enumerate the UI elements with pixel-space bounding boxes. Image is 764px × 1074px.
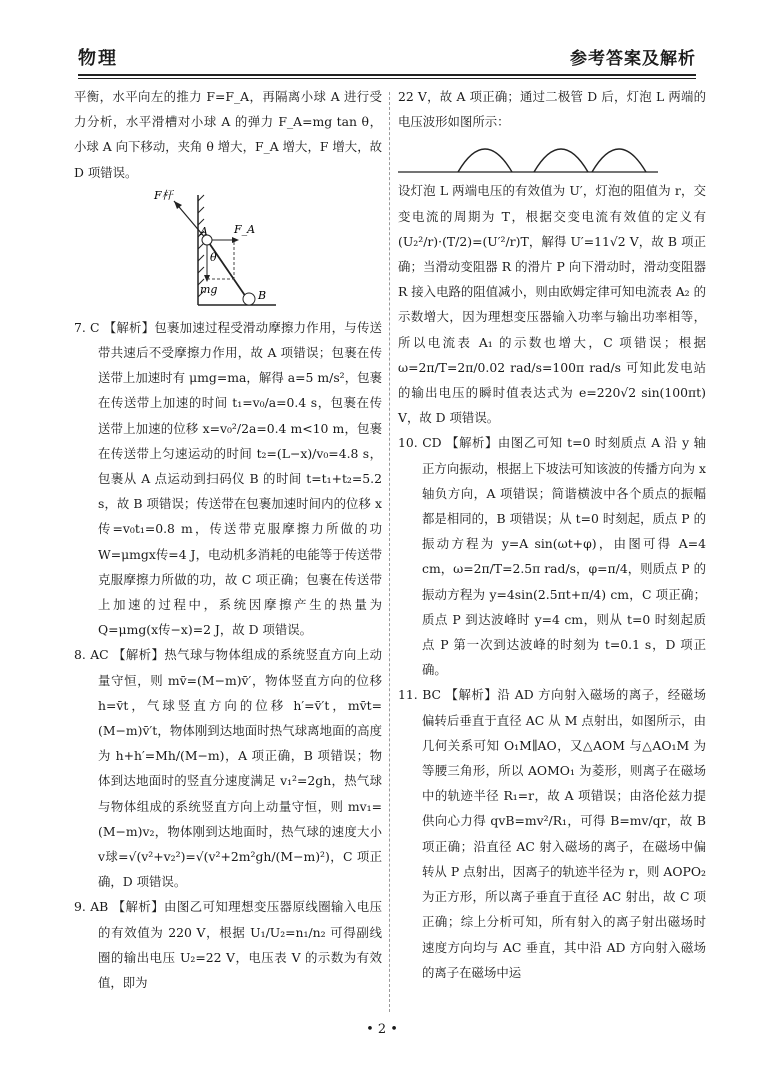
half-wave-1 xyxy=(458,149,512,172)
fa-arrowhead xyxy=(232,237,239,243)
page-number: • 2 • xyxy=(366,1022,398,1037)
label-fa: F_A xyxy=(234,222,256,236)
answer-11: 11. BC 【解析】沿 AD 方向射入磁场的离子，经磁场偏转后垂直于直径 AC 从 M 点射出，如图所示，由几何关系可知 O₁M∥AO，又△AOM 与△AO₁M 为等腰三角形，所以 AOMO₁ 为菱形，则离子在磁场中的轨迹半径 R₁=r，故 A 项错误；由洛伦兹力提供向心力得 qvB=mv²/R₁，可得 B=mv/qr，故 B 项正确；沿直径 AC 射入磁场的离子，在磁场中偏转从 P 点射出，因离子的轨迹半径为 r，则 AOPO₂ 为正方形，所以离子垂直于直径 AC 射出，故 C 项正确；综上分析可知，所有射入的离子射出磁场时速度方向均与 AC 垂直，其中沿 AD 方向射入磁场的离子在磁场中运 xyxy=(398,687,706,980)
left-column xyxy=(74,84,382,995)
right-column xyxy=(398,84,706,985)
answer-9: 9. AB 【解析】由图乙可知理想变压器原线圈输入电压的有效值为 220 V，根据 U₁/U₂=n₁/n₂ 可得副线圈的输出电压 U₂=22 V，电压表 V 的示数为有效值，即为 xyxy=(74,899,382,991)
half-wave-2 xyxy=(534,149,588,172)
label-mg: mg xyxy=(200,282,218,296)
label-theta: θ xyxy=(210,250,217,264)
column-divider xyxy=(389,92,390,1012)
ball-b xyxy=(243,293,255,305)
answer-9-analysis: 设灯泡 L 两端电压的有效值为 U′，灯泡的阻值为 r，交变电流的周期为 T，根据交变电流有效值的定义有 (U₂²/r)·(T/2)=(U′²/r)T，解得 U′=11√2 V，故 B 项正确；当滑动变阻器 R 的滑片 P 向下滑动时，滑动变阻器 R 接入电路的阻值减小，则由欧姆定律可知电流表 A₂ 的示数增大，因为理想变压器输入功率与输出功率相等，所以电流表 A₁ 的示数也增大，C 项错误；根据 ω=2π/T=2π/0.02 rad/s=100π rad/s 可知此发电站的输出电压的瞬时值表达式为 e=220√2 sin(100πt) V，故 D 项错误。 xyxy=(398,183,706,426)
intro-paragraph: 平衡，水平向左的推力 F=F_A，再隔离小球 A 进行受力分析，水平滑槽对小球 A 的弹力 F_A=mg tan θ，小球 A 向下移动，夹角 θ 增大，F_A 增大，F 增大，故 D 项错误。 xyxy=(74,89,382,180)
answer-7: 7. C 【解析】包裹加速过程受滑动摩擦力作用，与传送带共速后不受摩擦力作用，故 A 项错误；包裹在传送带上加速时有 μmg=ma，解得 a=5 m/s²，包裹在传送带上加速的时间 t₁=v₀/a=0.4 s，包裹在传送带上加速的位移 x=v₀²/2a=0.4 m<10 m，包裹在传送带上匀速运动的时间 t₂=(L−x)/v₀=4.8 s，包裹从 A 点运动到扫码仪 B 的时间 t=t₁+t₂=5.2 s，故 B 项错误；传送带在包裹加速时间内的位移 x传=v₀t₁=0.8 m，传送带克服摩擦力所做的功 W=μmgx传=4 J，电动机多消耗的电能等于传送带克服摩擦力所做的功，故 C 项正确；包裹在传送带上加速的过程中，系统因摩擦产生的热量为 Q=μmg(x传−x)=2 J，故 D 项错误。 xyxy=(74,319,382,638)
answer-10: 10. CD 【解析】由图乙可知 t=0 时刻质点 A 沿 y 轴正方向振动，根据上下坡法可知该波的传播方向为 x 轴负方向，A 项错误；简谐横波中各个质点的振幅都是相同的，B 项错误；从 t=0 时刻起，质点 P 的振动方程为 y=A sin(ωt+φ)，由图可得 A=4 cm，ω=2π/T=2.5π rad/s，φ=π/4，则质点 P 的振动方程为 y=4sin(2.5πt+π/4) cm，C 项正确；质点 P 到达波峰时 y=4 cm，则从 t=0 时刻起质点 P 第一次到达波峰的时刻为 t=0.1 s，D 项正确。 xyxy=(398,435,706,678)
voltage-waveform-figure xyxy=(398,134,706,178)
header-rule xyxy=(78,74,696,76)
half-wave-3 xyxy=(592,149,646,172)
force-rod-arrowhead xyxy=(174,201,182,209)
header-rule-thin xyxy=(78,78,696,79)
section-title: 参考答案及解析 xyxy=(570,49,696,69)
label-b: B xyxy=(258,288,267,302)
answer-9-continued: 22 V，故 A 项正确；通过二极管 D 后，灯泡 L 两端的电压波形如图所示： xyxy=(398,89,706,130)
answer-8: 8. AC 【解析】热气球与物体组成的系统竖直方向上动量守恒，则 mv̄=(M−m)v̄′，物体竖直方向的位移 h=v̄t，气球竖直方向的位移 h′=v̄′t，mv̄t=(M−m)v̄′t，物体刚到达地面时热气球离地面的高度为 h+h′=Mh/(M−m)，A 项正确，B 项错误；物体到达地面时的竖直分速度满足 v₁²=2gh，热气球与物体组成的系统竖直方向上动量守恒，则 mv₁=(M−m)v₂，物体刚到达地面时，热气球的速度大小 v球=√(v²+v₂²)=√(v²+2m²gh/(M−m)²)，C 项正确，D 项错误。 xyxy=(74,647,382,890)
label-f-rod: F杆 xyxy=(154,188,173,202)
page-header xyxy=(78,38,696,78)
rod-ball-figure xyxy=(74,185,382,315)
subject-title: 物理 xyxy=(78,48,118,69)
label-a: A xyxy=(200,224,208,238)
